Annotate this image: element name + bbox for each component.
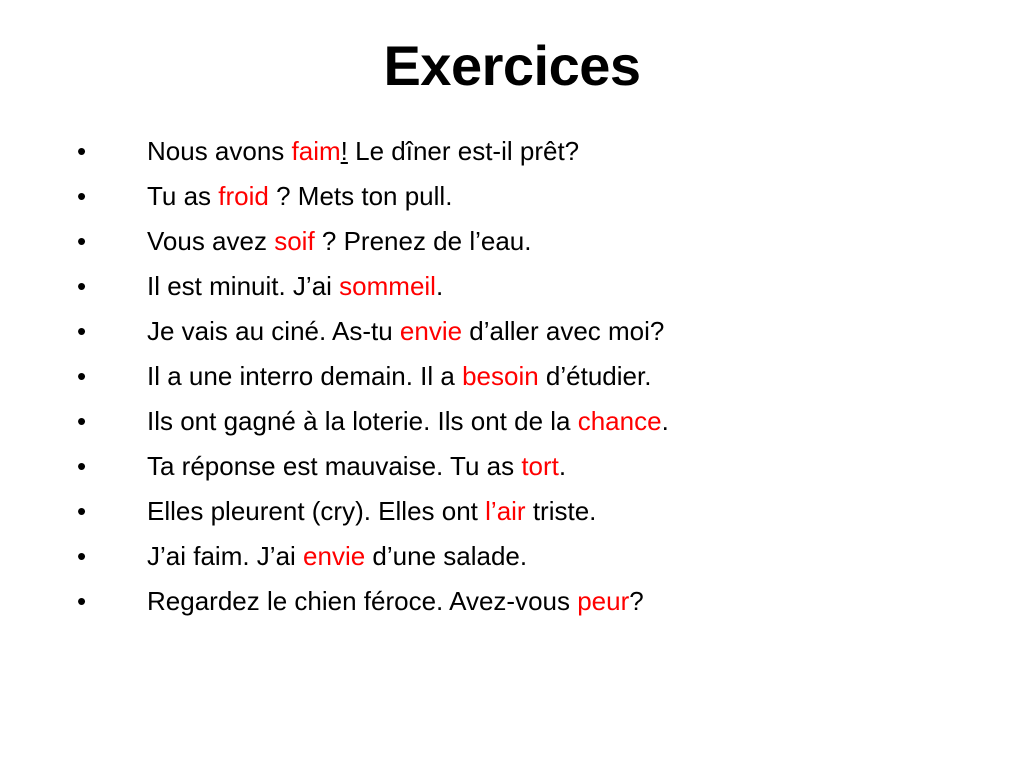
bullet-icon: • [77,226,87,256]
exercise-list [0,129,1024,624]
text-after: . [558,451,567,481]
text-before: Regardez le chien féroce. Avez-vous [147,586,578,616]
exercise-item [0,354,1024,399]
text-after: ? [629,586,644,616]
text-before: Elles pleurent (cry). Elles ont [147,496,486,526]
exercise-item [0,399,1024,444]
bullet-icon: • [77,316,87,346]
exercise-text [147,489,596,534]
text-before: J’ai faim. J’ai [147,541,304,571]
exercise-item [0,219,1024,264]
text-after: . [435,271,444,301]
exercise-item [0,444,1024,489]
text-before: Nous avons [147,136,292,166]
bullet-icon: • [77,496,87,526]
exercise-text [147,354,651,399]
exercise-item [0,264,1024,309]
text-before: Ils ont gagné à la loterie. Ils ont de la [147,406,578,436]
text-after: d’étudier. [538,361,652,391]
underlined-mark: ! [340,136,348,166]
bullet-icon: • [77,586,87,616]
text-before: Tu as [147,181,219,211]
text-before: Ta réponse est mauvaise. Tu as [147,451,522,481]
slide-title: Exercices [383,34,641,97]
text-after: d’aller avec moi? [462,316,665,346]
text-before: Vous avez [147,226,275,256]
bullet-icon: • [77,541,87,571]
text-after: ? Prenez de l’eau. [314,226,532,256]
text-after: ? Mets ton pull. [268,181,453,211]
exercise-text [147,264,443,309]
exercise-text [147,174,452,219]
keyword: peur [577,586,630,616]
keyword: tort [521,451,559,481]
text-before: Il est minuit. J’ai [147,271,340,301]
keyword: l’air [485,496,526,526]
exercise-text [147,444,566,489]
text-before: Il a une interro demain. Il a [147,361,463,391]
bullet-icon: • [77,136,87,166]
keyword: faim [291,136,341,166]
exercise-text [147,534,527,579]
exercise-item [0,534,1024,579]
exercise-item [0,309,1024,354]
bullet-icon: • [77,451,87,481]
bullet-icon: • [77,406,87,436]
exercise-item [0,129,1024,174]
keyword: envie [399,316,463,346]
keyword: froid [218,181,269,211]
text-after: d’une salade. [365,541,528,571]
keyword: besoin [462,361,539,391]
keyword: sommeil [339,271,436,301]
exercise-text [147,129,579,174]
text-after: . [661,406,669,436]
text-after: triste. [525,496,597,526]
exercise-item [0,579,1024,624]
text-before: Je vais au ciné. As-tu [147,316,400,346]
exercise-text [147,579,644,624]
keyword: envie [303,541,366,571]
exercise-item [0,489,1024,534]
exercise-text [147,399,669,444]
bullet-icon: • [77,271,87,301]
text-after: Le dîner est-il prêt? [347,136,580,166]
keyword: soif [274,226,315,256]
exercise-text [147,219,531,264]
bullet-icon: • [77,361,87,391]
exercise-item [0,174,1024,219]
keyword: chance [577,406,662,436]
exercise-text [147,309,664,354]
bullet-icon: • [77,181,87,211]
